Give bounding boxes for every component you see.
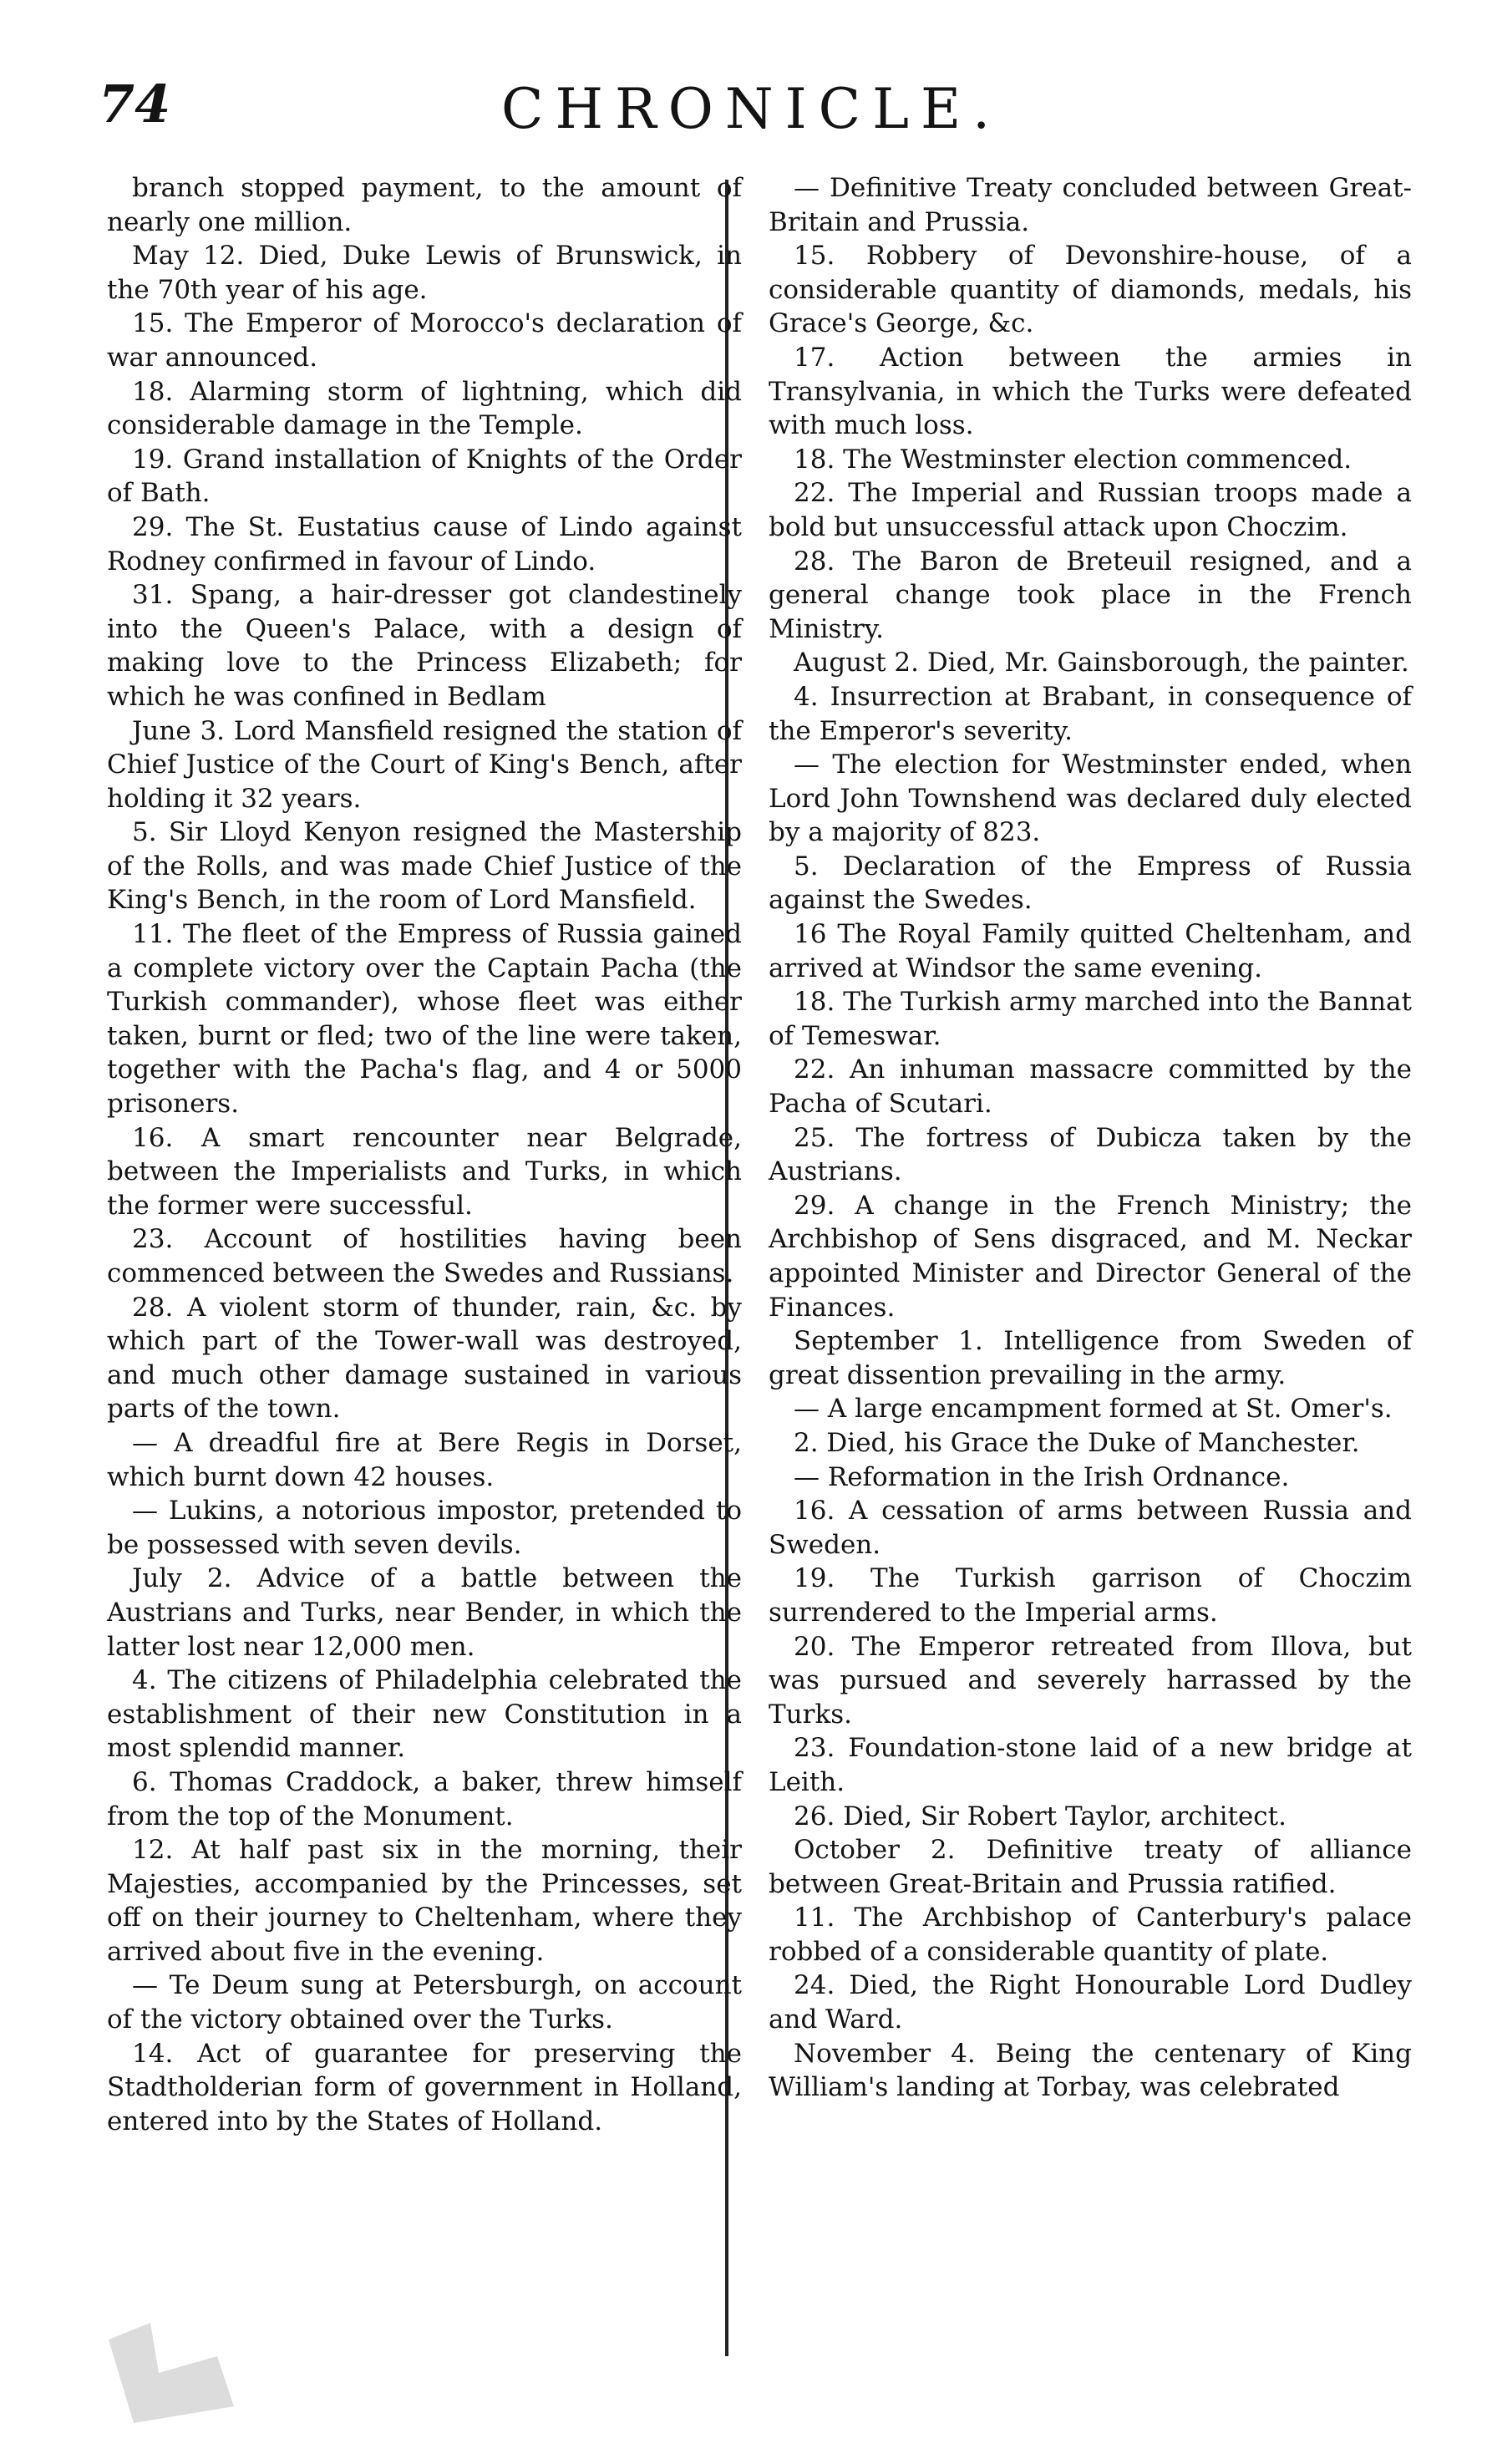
entry: 18. The Turkish army marched into the Bannat of Temeswar. xyxy=(769,987,1412,1051)
entry: 22. The Imperial and Russian troops made a bold but unsuccessful attack upon Choczim. xyxy=(769,478,1412,542)
entry: 26. Died, Sir Robert Taylor, architect. xyxy=(794,1801,1287,1831)
entry: 11. The fleet of the Empress of Russia gained a complete victory over the Captain Pacha (the Turkish commander), whose fleet was either taken, burnt or fled; two of the line were taken, together with the Pacha's flag, and 4 or 5000 prisoners. xyxy=(107,919,742,1120)
entry: — Lukins, a notorious impostor, pretended to be possessed with seven devils. xyxy=(107,1496,742,1560)
entry: 23. Account of hostilities having been commenced between the Swedes and Russians. xyxy=(107,1224,742,1288)
entry: September 1. Intelligence from Sweden of great dissention prevailing in the army. xyxy=(769,1326,1412,1390)
page-header xyxy=(0,74,1487,149)
left-column xyxy=(107,171,742,2138)
entry: 18. Alarming storm of lightning, which did considerable damage in the Temple. xyxy=(107,376,742,441)
entry: 2. Died, his Grace the Duke of Manchester. xyxy=(794,1427,1360,1458)
entry: 16 The Royal Family quitted Cheltenham, and arrived at Windsor the same evening. xyxy=(769,919,1412,983)
entry: 18. The Westminster election commenced. xyxy=(794,444,1353,475)
entry: 28. The Baron de Breteuil resigned, and a general change took place in the French Ministry. xyxy=(769,546,1412,644)
entry: October 2. Definitive treaty of alliance between Great-Britain and Prussia ratified. xyxy=(769,1835,1412,1899)
entry: 14. Act of guarantee for preserving the Stadtholderian form of government in Holland, entered into by the States of Holland. xyxy=(107,2038,742,2136)
entry: 20. The Emperor retreated from Illova, but was pursued and severely harrassed by the Turks. xyxy=(769,1631,1412,1730)
entry: 4. The citizens of Philadelphia celebrated the establishment of their new Constitution in a most splendid manner. xyxy=(107,1665,742,1764)
entry: 5. Declaration of the Empress of Russia against the Swedes. xyxy=(769,851,1412,916)
entry: 29. The St. Eustatius cause of Lindo against Rodney confirmed in favour of Lindo. xyxy=(107,511,742,577)
entry: June 3. Lord Mansfield resigned the station of Chief Justice of the Court of King's Bench, after holding it 32 years. xyxy=(107,715,742,814)
scan-smudge xyxy=(100,2306,251,2431)
entry: — A large encampment formed at St. Omer's. xyxy=(794,1394,1393,1425)
entry: 15. The Emperor of Morocco's declaration of war announced. xyxy=(107,308,742,373)
entry: — Te Deum sung at Petersburgh, on account of the victory obtained over the Turks. xyxy=(107,1970,742,2035)
entry: 16. A cessation of arms between Russia and Sweden. xyxy=(769,1496,1412,1560)
entry: July 2. Advice of a battle between the Austrians and Turks, near Bender, in which the latter lost near 12,000 men. xyxy=(107,1563,742,1662)
entry: — Definitive Treaty concluded between Great-Britain and Prussia. xyxy=(769,173,1412,237)
entry: 23. Foundation-stone laid of a new bridge at Leith. xyxy=(769,1733,1412,1797)
entry: 24. Died, the Right Honourable Lord Dudley and Ward. xyxy=(769,1970,1412,2035)
entry: — Reformation in the Irish Ordnance. xyxy=(794,1461,1290,1492)
entry: 12. At half past six in the morning, their Majesties, accompanied by the Princesses, set off on their journey to Cheltenham, where they arrived about five in the evening. xyxy=(107,1835,742,1967)
entry: 22. An inhuman massacre committed by the Pacha of Scutari. xyxy=(769,1054,1412,1120)
running-title: CHRONICLE. xyxy=(501,77,1002,141)
entry: 15. Robbery of Devonshire-house, of a considerable quantity of diamonds, medals, his Grace's George, &c. xyxy=(769,241,1412,339)
entry: 29. A change in the French Ministry; the Archbishop of Sens disgraced, and M. Neckar appointed Minister and Director General of the Finances. xyxy=(769,1190,1412,1323)
entry: August 2. Died, Mr. Gainsborough, the painter. xyxy=(794,648,1409,678)
entry: — A dreadful fire at Bere Regis in Dorset, which burnt down 42 houses. xyxy=(107,1427,742,1492)
entry: May 12. Died, Duke Lewis of Brunswick, in the 70th year of his age. xyxy=(107,241,742,305)
entry: November 4. Being the centenary of King William's landing at Torbay, was celebrated xyxy=(769,2038,1412,2103)
entry: — The election for Westminster ended, when Lord John Townshend was declared duly elected by a majority of 823. xyxy=(769,749,1412,848)
page-number: 74 xyxy=(99,74,171,135)
entry: 17. Action between the armies in Transylvania, in which the Turks were defeated with much loss. xyxy=(769,342,1412,441)
entry: branch stopped payment, to the amount of nearly one million. xyxy=(107,173,742,237)
entry: 4. Insurrection at Brabant, in consequence of the Emperor's severity. xyxy=(769,681,1412,746)
entry: 5. Sir Lloyd Kenyon resigned the Mastership of the Rolls, and was made Chief Justice of the King's Bench, in the room of Lord Mansfield. xyxy=(107,817,742,916)
right-column xyxy=(769,171,1412,2105)
entry: 16. A smart rencounter near Belgrade, between the Imperialists and Turks, in which the former were successful. xyxy=(107,1122,742,1221)
entry: 31. Spang, a hair-dresser got clandestinely into the Queen's Palace, with a design of making love to the Princess Elizabeth; for which he was confined in Bedlam xyxy=(107,580,742,712)
entry: 19. Grand installation of Knights of the Order of Bath. xyxy=(107,444,742,509)
entry: 11. The Archbishop of Canterbury's palace robbed of a considerable quantity of plate. xyxy=(769,1903,1412,1967)
entry: 19. The Turkish garrison of Choczim surrendered to the Imperial arms. xyxy=(769,1563,1412,1628)
entry: 6. Thomas Craddock, a baker, threw himself from the top of the Monument. xyxy=(107,1766,742,1831)
entry: 28. A violent storm of thunder, rain, &c. by which part of the Tower-wall was destroyed, and much other damage sustained in various parts of the town. xyxy=(107,1292,742,1425)
entry: 25. The fortress of Dubicza taken by the Austrians. xyxy=(769,1122,1412,1187)
